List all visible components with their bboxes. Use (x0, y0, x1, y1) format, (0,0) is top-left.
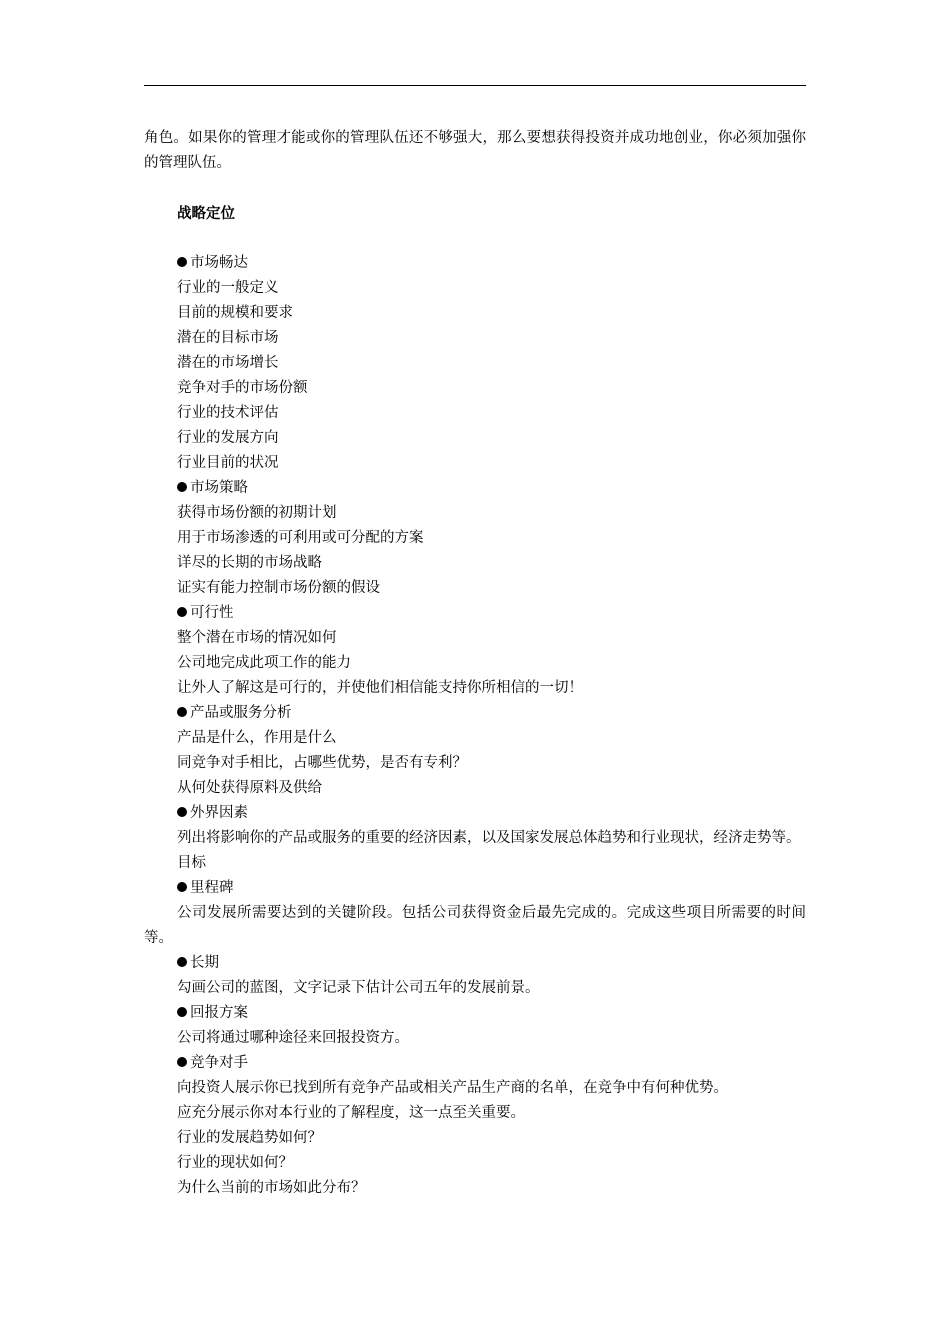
list-item: 应充分展示你对本行业的了解程度，这一点至关重要。 (177, 1105, 525, 1121)
intro-paragraph: 角色。如果你的管理才能或你的管理队伍还不够强大，那么要想获得投资并成功地创业，你必须加强你的管理队伍。 (144, 130, 806, 171)
bullet-heading-return-plan (144, 1001, 806, 1026)
list-item: 勾画公司的蓝图，文字记录下估计公司五年的发展前景。 (177, 980, 540, 996)
bullet-heading-milestones (144, 876, 806, 901)
list-item: 公司将通过哪种途径来回报投资方。 (177, 1030, 409, 1046)
bullet-heading-market-strategy (144, 476, 806, 501)
list-item: 从何处获得原料及供给 (177, 780, 322, 796)
list-item: 产品是什么，作用是什么 (177, 730, 337, 746)
list-item: 同竞争对手相比，占哪些优势，是否有专利？ (177, 755, 467, 771)
bullet-heading-text: 外界因素 (190, 805, 248, 821)
bullet-dot-icon (177, 882, 187, 892)
bullet-heading-external-factors (144, 801, 806, 826)
bullet-heading-feasibility (144, 601, 806, 626)
list-item: 证实有能力控制市场份额的假设 (177, 580, 380, 596)
bullet-heading-text: 产品或服务分析 (190, 705, 292, 721)
list-item: 潜在的目标市场 (177, 330, 279, 346)
bullet-dot-icon (177, 1007, 187, 1017)
list-item: 行业的技术评估 (177, 405, 279, 421)
bullet-dot-icon (177, 707, 187, 717)
list-item: 目前的规模和要求 (177, 305, 293, 321)
section-title: 战略定位 (177, 205, 235, 222)
bullet-heading-text: 竞争对手 (190, 1055, 248, 1071)
goals-label: 目标 (177, 855, 206, 871)
list-item: 获得市场份额的初期计划 (177, 505, 337, 521)
list-item: 用于市场渗透的可利用或可分配的方案 (177, 530, 424, 546)
bullet-heading-text: 回报方案 (190, 1005, 248, 1021)
bullet-heading-text: 里程碑 (190, 880, 234, 896)
list-item: 行业的一般定义 (177, 280, 279, 296)
list-item: 为什么当前的市场如此分布？ (177, 1180, 366, 1196)
list-item: 行业目前的状况 (177, 455, 279, 471)
document-body (144, 126, 806, 1201)
milestones-paragraph: 公司发展所需要达到的关键阶段。包括公司获得资金后最先完成的。完成这些项目所需要的时间等。 (144, 905, 806, 946)
bullet-heading-text: 市场畅达 (190, 255, 248, 271)
list-item: 公司地完成此项工作的能力 (177, 655, 351, 671)
bullet-heading-text: 长期 (190, 955, 219, 971)
bullet-heading-text: 可行性 (190, 605, 234, 621)
header-rule (144, 85, 806, 86)
bullet-dot-icon (177, 1057, 187, 1067)
bullet-dot-icon (177, 607, 187, 617)
list-item: 竞争对手的市场份额 (177, 380, 308, 396)
list-item: 行业的现状如何？ (177, 1155, 293, 1171)
bullet-dot-icon (177, 482, 187, 492)
bullet-heading-product-analysis (144, 701, 806, 726)
bullet-heading-competitors (144, 1051, 806, 1076)
list-item: 行业的发展趋势如何？ (177, 1130, 322, 1146)
bullet-heading-market-access (144, 251, 806, 276)
bullet-dot-icon (177, 957, 187, 967)
list-item: 向投资人展示你已找到所有竞争产品或相关产品生产商的名单，在竞争中有何种优势。 (177, 1080, 728, 1096)
bullet-dot-icon (177, 257, 187, 267)
list-item: 行业的发展方向 (177, 430, 279, 446)
external-factors-paragraph: 列出将影响你的产品或服务的重要的经济因素，以及国家发展总体趋势和行业现状，经济走势等。 (177, 830, 801, 846)
list-item: 潜在的市场增长 (177, 355, 279, 371)
list-item: 让外人了解这是可行的，并使他们相信能支持你所相信的一切！ (177, 680, 583, 696)
list-item: 详尽的长期的市场战略 (177, 555, 322, 571)
bullet-heading-text: 市场策略 (190, 480, 248, 496)
bullet-heading-long-term (144, 951, 806, 976)
bullet-dot-icon (177, 807, 187, 817)
list-item: 整个潜在市场的情况如何 (177, 630, 337, 646)
